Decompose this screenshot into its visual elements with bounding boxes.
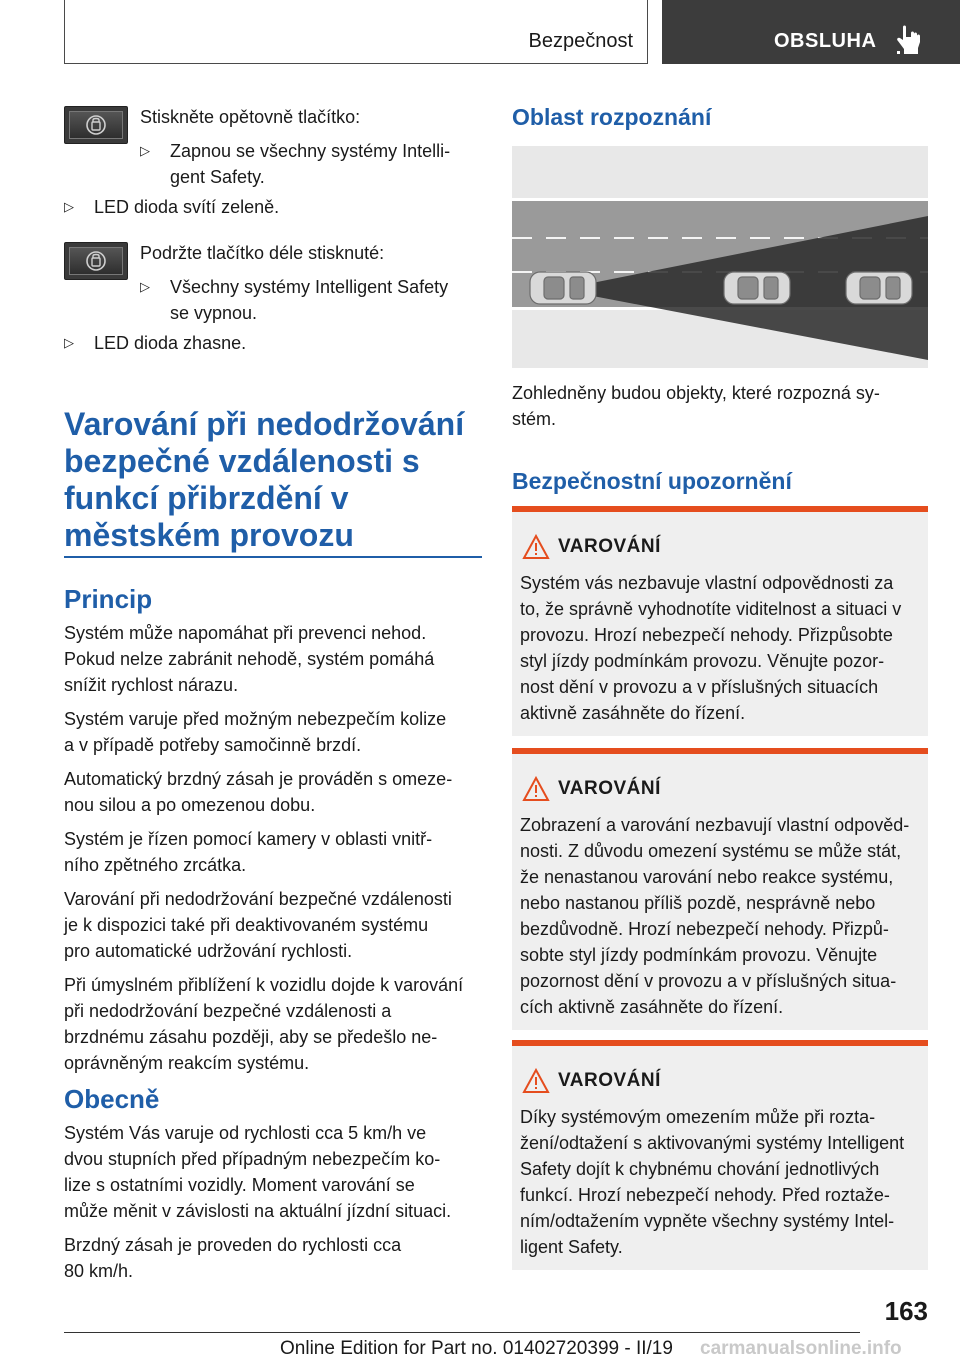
- principle-paragraph: Systém varuje před možným nebezpečím kolize a v případě potřeby samočinně brzdí.: [64, 709, 447, 755]
- intelligent-safety-icon: [85, 250, 107, 272]
- warning-box: [512, 1040, 928, 1270]
- general-heading: Obecně: [64, 1084, 160, 1114]
- warning-title: VAROVÁNÍ: [558, 536, 661, 557]
- warning-box: [512, 748, 928, 1030]
- header-chapter-tab: [662, 0, 960, 64]
- principle-paragraph: Při úmyslném přiblížení k vozidlu dojde k varování při nedodržování bezpečné vzdálenosti a brzdnému zásahu později, aby se předešlo ne- oprávněným reakcím systému.: [64, 975, 464, 1073]
- principle-paragraph: Systém může napomáhat při prevenci nehod. Pokud nelze zabránit nehodě, systém pomáhá snížit rychlost nárazu.: [64, 623, 435, 695]
- warning-text: Systém vás nezbavuje vlastní odpovědnosti za to, že správně vyhodnotíte viditelnost a situaci v provozu. Hrozí nebezpečí nehody. Přizpůsobte styl jízdy podmínkám provozu. Věnujte pozor- nost dění v provozu a v příslušných situacích aktivně zasáhněte do řízení.: [520, 573, 902, 723]
- triangle-right-icon: ▷: [64, 199, 74, 214]
- warning-triangle-icon: [522, 776, 550, 802]
- target-car: [724, 272, 790, 304]
- general-body: [64, 1120, 482, 1292]
- triangle-right-icon: ▷: [140, 279, 150, 294]
- hand-pointer-icon: [894, 24, 922, 56]
- warning-box: [512, 506, 928, 736]
- heading-divider: [64, 556, 482, 558]
- detection-area-heading: Oblast rozpoznání: [512, 104, 712, 130]
- intelligent-safety-button-image: [64, 242, 128, 280]
- page-number: 163: [884, 1296, 928, 1326]
- triangle-right-icon: ▷: [140, 143, 150, 158]
- led-green-text: LED dioda svítí zeleně.: [94, 197, 280, 217]
- general-paragraph: Brzdný zásah je proveden do rychlosti cca 80 km/h.: [64, 1235, 402, 1281]
- warning-title: VAROVÁNÍ: [558, 1070, 661, 1091]
- footer-divider: [64, 1332, 860, 1333]
- header-chapter-label: OBSLUHA: [774, 30, 877, 52]
- intelligent-safety-button-image: [64, 106, 128, 144]
- button1-result-text: Zapnou se všechny systémy Intelli- gent Safety.: [170, 141, 451, 187]
- warning-title: VAROVÁNÍ: [558, 778, 661, 799]
- header-frame: [64, 0, 648, 64]
- warning-text: Zobrazení a varování nezbavují vlastní odpověd- nosti. Z důvodu omezení systému se může stát, že nenastanou varování nebo reakce systému, nebo nastanou příliš pozdě, nesprávně nebo bezdůvodně. Hrozí nebezpečí nehody. Přizpů- sobte styl jízdy podmínkám provozu. Věnujte pozornost dění v provozu a v příslušných situa- cích aktivně zasáhněte do řízení.: [520, 815, 910, 1017]
- footer-edition-text: Online Edition for Part no. 01402720399 - II/19: [280, 1338, 673, 1359]
- warning-triangle-icon: [522, 1068, 550, 1094]
- button1-intro-text: Stiskněte opětovně tlačítko:: [140, 107, 361, 127]
- footer-watermark: carmanualsonline.info: [700, 1338, 902, 1359]
- warning-triangle-icon: [522, 534, 550, 560]
- target-car: [846, 272, 912, 304]
- detection-area-diagram: [512, 146, 928, 368]
- principle-body: [64, 620, 482, 1084]
- button2-result-text: Všechny systémy Intelligent Safety se vypnou.: [170, 277, 449, 323]
- road-detection-illustration: [512, 146, 928, 368]
- header-section-title: Bezpečnost: [528, 30, 633, 52]
- detection-caption: Zohledněny budou objekty, které rozpozná sy- stém.: [512, 383, 880, 429]
- button2-intro-text: Podržte tlačítko déle stisknuté:: [140, 243, 385, 263]
- main-section-heading: Varování při nedodržování bezpečné vzdálenosti s funkcí přibrzdění v městském provozu: [64, 406, 465, 553]
- warning-text: Díky systémovým omezením může při rozta- žení/odtažení s aktivovanými systémy Intelligent Safety dojít k chybnému chování jednotlivých funkcí. Hrozí nebezpečí nehody. Před roztaže- ním/odtažením vypněte všechny systémy Intel- ligent Safety.: [520, 1107, 905, 1257]
- intelligent-safety-icon: [85, 114, 107, 136]
- principle-paragraph: Varování při nedodržování bezpečné vzdálenosti je k dispozici také při deaktivovaném systému pro automatické udržování rychlosti.: [64, 889, 452, 961]
- safety-notes-heading: Bezpečnostní upozornění: [512, 468, 792, 494]
- principle-paragraph: Systém je řízen pomocí kamery v oblasti vnitř- ního zpětného zrcátka.: [64, 829, 433, 875]
- principle-heading: Princip: [64, 584, 153, 614]
- ego-car: [530, 272, 596, 304]
- led-off-text: LED dioda zhasne.: [94, 333, 247, 353]
- triangle-right-icon: ▷: [64, 335, 74, 350]
- principle-paragraph: Automatický brzdný zásah je prováděn s omeze- nou silou a po omezenou dobu.: [64, 769, 453, 815]
- general-paragraph: Systém Vás varuje od rychlosti cca 5 km/h ve dvou stupních před případným nebezpečím ko- lize s ostatními vozidly. Moment varování se může měnit v závislosti na aktuální jízdní situaci.: [64, 1123, 452, 1221]
